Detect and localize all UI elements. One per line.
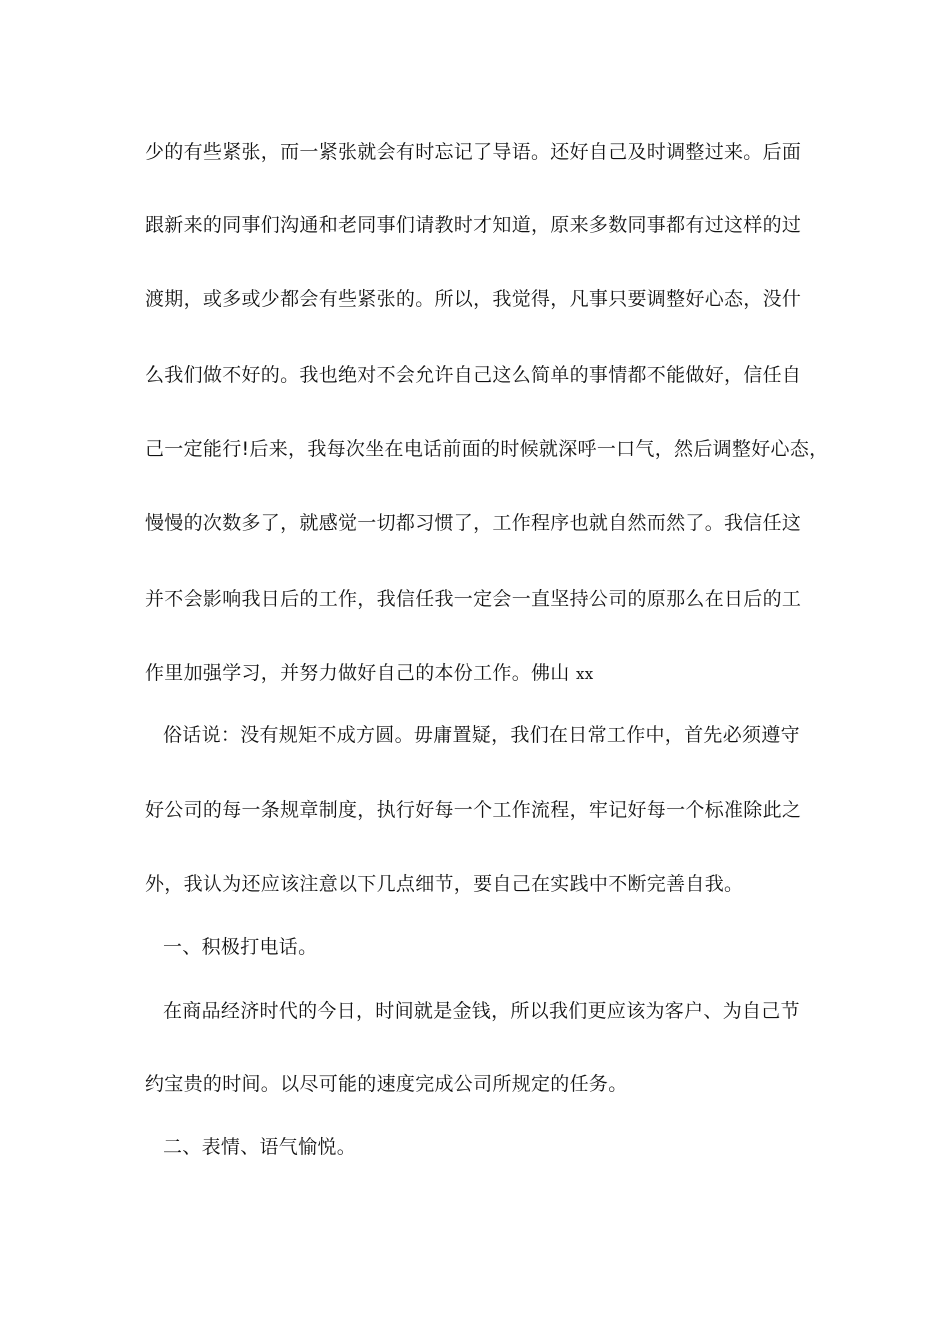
text-line-suffix: xx: [575, 665, 594, 683]
text-line: 好公司的每一条规章制度，执行好每一个工作流程，牢记好每一个标准除此之: [145, 799, 802, 821]
text-line: 么我们做不好的。我也绝对不会允许自己这么简单的事情都不能做好，信任自: [145, 364, 802, 386]
text-line: 跟新来的同事们沟通和老同事们请教时才知道，原来多数同事都有过这样的过: [145, 214, 802, 236]
text-line: 外，我认为还应该注意以下几点细节，要自己在实践中不断完善自我。: [145, 873, 744, 895]
text-line: 约宝贵的时间。以尽可能的速度完成公司所规定的任务。: [145, 1073, 628, 1095]
text-line: 渡期，或多或少都会有些紧张的。所以，我觉得，凡事只要调整好心态，没什: [145, 288, 802, 310]
section-heading: 二、表情、语气愉悦。: [163, 1136, 357, 1158]
text-line: 在商品经济时代的今日，时间就是金钱，所以我们更应该为客户、为自己节: [163, 1000, 800, 1022]
text-line-last: [145, 660, 825, 687]
text-line: 俗话说：没有规矩不成方圆。毋庸置疑，我们在日常工作中，首先必须遵守: [163, 724, 800, 746]
section-heading: 一、积极打电话。: [163, 936, 318, 958]
text-line: 并不会影响我日后的工作，我信任我一定会一直坚持公司的原那么在日后的工: [145, 588, 802, 610]
text-line: 慢慢的次数多了，就感觉一切都习惯了，工作程序也就自然而然了。我信任这: [145, 512, 802, 534]
text-line-body: 作里加强学习，并努力做好自己的本份工作。佛山: [145, 662, 570, 684]
text-line: 少的有些紧张，而一紧张就会有时忘记了导语。还好自己及时调整过来。后面: [145, 141, 802, 163]
text-line: 己一定能行!后来，我每次坐在电话前面的时候就深呼一口气，然后调整好心态，: [145, 438, 829, 460]
